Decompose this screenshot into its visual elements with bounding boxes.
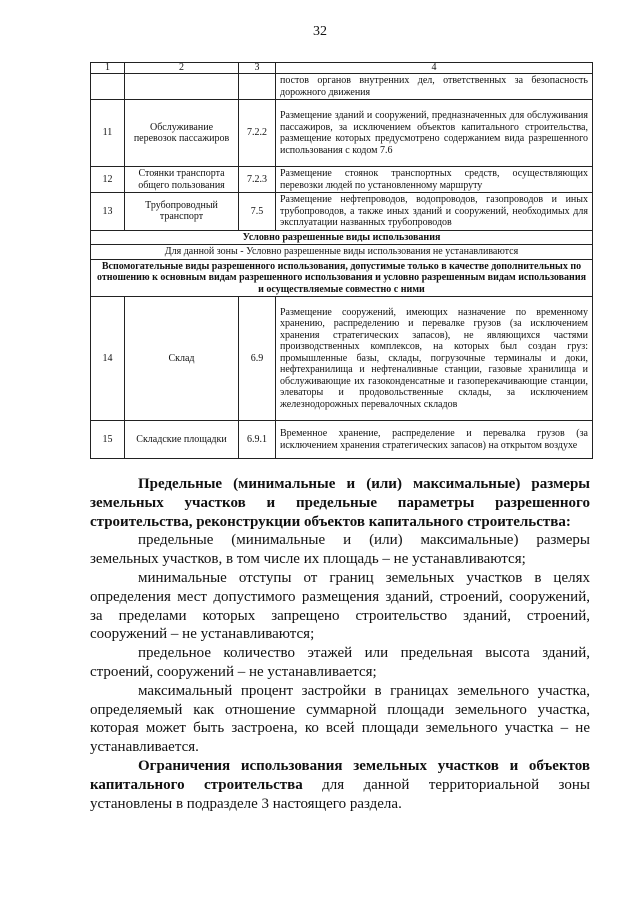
header-cell: 1 xyxy=(91,63,125,74)
header-cell: 4 xyxy=(276,63,593,74)
table-row xyxy=(91,193,593,231)
row-number-cell: 11 xyxy=(91,100,125,167)
section-row xyxy=(91,230,593,245)
description-cell: постов органов внутренних дел, ответственных за безопасность дорожного движения xyxy=(276,74,593,100)
use-name-cell: Стоянки транспорта общего пользования xyxy=(125,167,239,193)
table-header-row xyxy=(91,63,593,74)
description-cell: Временное хранение, распределение и перевалка грузов (за исключением хранения стратегических запасов) на открытом воздухе xyxy=(276,421,593,459)
use-code-cell: 6.9.1 xyxy=(239,421,276,459)
paragraph-coverage: максимальный процент застройки в границах земельного участка, определяемый как отношение суммарной площади земельного участка, которая может быть застроена, ко всей площади земельного участка – не устанавливается. xyxy=(90,682,590,756)
description-cell: Размещение стоянок транспортных средств, осуществляющих перевозки людей по установленному маршруту xyxy=(276,167,593,193)
row-number-cell: 12 xyxy=(91,167,125,193)
use-code-cell: 7.2.2 xyxy=(239,100,276,167)
page-number: 32 xyxy=(313,24,327,39)
table-row xyxy=(91,100,593,167)
table-row xyxy=(91,74,593,100)
row-number-cell: 14 xyxy=(91,297,125,421)
table-row xyxy=(91,421,593,459)
use-code-cell: 7.5 xyxy=(239,193,276,231)
paragraph-floors: предельное количество этажей или предельная высота зданий, строений, сооружений – не устанавливается; xyxy=(90,645,590,680)
table-row xyxy=(91,167,593,193)
use-code-cell: 6.9 xyxy=(239,297,276,421)
restrictions-bold-text: Ограничения использования земельных участков и объектов капитального строительства xyxy=(90,757,590,793)
land-use-table xyxy=(90,62,593,459)
row-number-cell: 15 xyxy=(91,421,125,459)
table-row xyxy=(91,297,593,421)
use-name-cell: Склад xyxy=(125,297,239,421)
section-note-conditional: Для данной зоны - Условно разрешенные виды использования не устанавливаются xyxy=(91,245,593,260)
use-code-cell: 7.2.3 xyxy=(239,167,276,193)
parameters-heading: Предельные (минимальные и (или) максимальные) размеры земельных участков и предельные параметры разрешенного строительства, реконструкции объектов капитального строительства: xyxy=(90,476,590,530)
description-cell: Размещение зданий и сооружений, предназначенных для обслуживания пассажиров, за исключением объектов капитального строительства, размещение которых предусмотрено содержанием вида разрешенного использования с кодом 7.6 xyxy=(276,100,593,167)
header-cell: 2 xyxy=(125,63,239,74)
section-row xyxy=(91,245,593,260)
restrictions-text: для данной территориальной зоны установлены в подразделе 3 настоящего раздела. xyxy=(90,776,590,812)
section-row xyxy=(91,259,593,297)
use-name-cell: Складские площадки xyxy=(125,421,239,459)
section-title-conditional: Условно разрешенные виды использования xyxy=(91,230,593,245)
paragraph-restrictions xyxy=(90,757,590,813)
paragraph-setbacks: минимальные отступы от границ земельных участков в целях определения мест допустимого размещения зданий, строений, сооружений, за пределами которых запрещено строительство зданий, строений, сооружений – не устанавливаются; xyxy=(90,569,590,643)
row-number-cell: 13 xyxy=(91,193,125,231)
use-name-cell: Обслуживание перевозок пассажиров xyxy=(125,100,239,167)
use-name-cell: Трубопроводный транспорт xyxy=(125,193,239,231)
paragraph-plot-sizes: предельные (минимальные и (или) максимальные) размеры земельных участков, в том числе их площадь – не устанавливаются; xyxy=(90,532,590,568)
body-text xyxy=(90,475,590,813)
section-title-auxiliary: Вспомогательные виды разрешенного использования, допустимые только в качестве дополнительных по отношению к основным видам разрешенного использования и условно разрешенным видам использования и осуществляемые совместно с ними xyxy=(91,259,593,297)
description-cell: Размещение нефтепроводов, водопроводов, газопроводов и иных трубопроводов, а также иных зданий и сооружений, необходимых для эксплуатации названных трубопроводов xyxy=(276,193,593,231)
header-cell: 3 xyxy=(239,63,276,74)
description-cell: Размещение сооружений, имеющих назначение по временному хранению, распределению и перевалке грузов (за исключением хранения стратегических запасов), не являющихся частями производственных комплексов, на которых был создан груз: промышленные базы, склады, погрузочные терминалы и доки, нефтехранилища и нефтеналивные станции, газовые хранилища и обслуживающие их газоконденсатные и газоперекачивающие станции, элеваторы и продовольственные склады, за исключением железнодорожных перевалочных складов xyxy=(276,297,593,421)
